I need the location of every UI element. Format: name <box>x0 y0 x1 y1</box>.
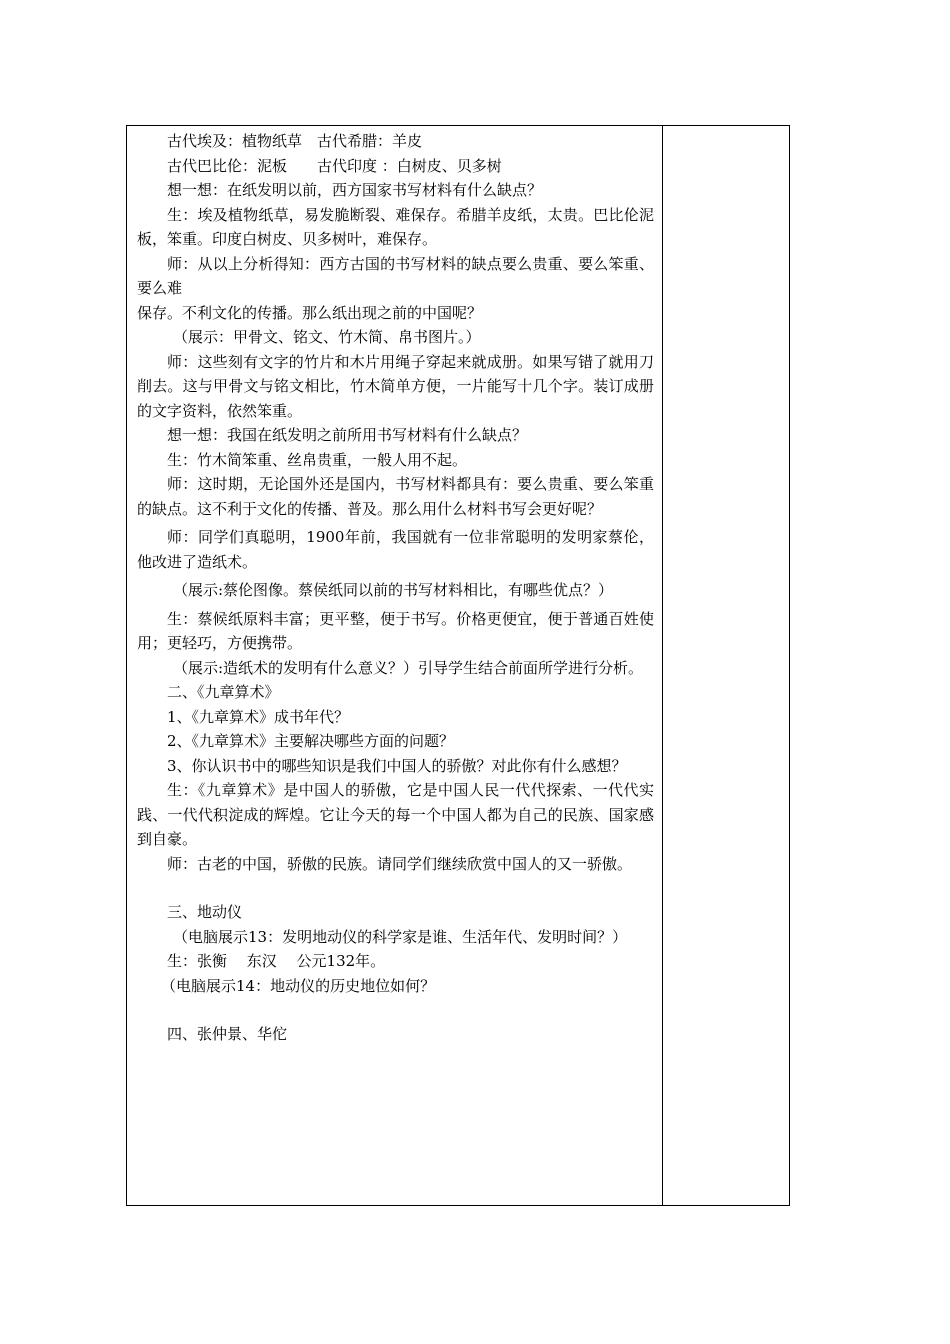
text-paragraph: （电脑展示13：发明地动仪的科学家是谁、生活年代、发明时间？） <box>173 927 628 946</box>
text-line: （电脑展示14：地动仪的历史地位如何？ <box>161 976 436 995</box>
text-paragraph: 师：古老的中国，骄傲的民族。请同学们继续欣赏中国人的又一骄傲。 <box>167 854 633 873</box>
text-line: 1、《九章算术》成书年代？ <box>167 707 350 726</box>
text-line: （展示：甲骨文、铭文、竹木简、帛书图片。） <box>173 328 481 346</box>
section-heading: 二、《九章算术》 <box>167 683 280 701</box>
text-paragraph: （展示:造纸术的发明有什么意义？）引导学生结合前面所学进行分析。 <box>173 658 644 677</box>
text-paragraph: 师：这些刻有文字的竹片和木片用绳子穿起来就成册。如果写错了就用刀削去。这与甲骨文与铭文相比，竹木简单方便，一片能写十几个字。装订成册的文字资料，依然笨重。 <box>137 352 654 420</box>
text-paragraph: 生：《九章算术》是中国人的骄傲，它是中国人民一代代探索、一代代实践、一代代积淀成的辉煌。它让今天的每一个中国人都为自己的民族、国家感到自豪。 <box>137 781 654 848</box>
text-line: 2、《九章算术》主要解决哪些方面的问题？ <box>167 732 455 750</box>
text-line: 生：张衡 东汉 公元132年。 <box>167 952 386 970</box>
section-heading: 四、张仲景、华佗 <box>167 1025 288 1043</box>
text-paragraph: 3、你认识书中的哪些知识是我们中国人的骄傲？对此你有什么感想？ <box>167 756 627 775</box>
text-line: 保存。不利文化的传播。那么纸出现之前的中国呢？ <box>137 303 483 322</box>
text-paragraph: （展示:蔡伦图像。蔡侯纸同以前的书写材料相比，有哪些优点？） <box>173 581 614 599</box>
text-line: 想一想：我国在纸发明之前所用书写材料有什么缺点？ <box>167 426 528 444</box>
text-paragraph: 生：蔡候纸原料丰富；更平整，便于书写。价格更便宜，便于普通百姓使用；更轻巧，方便携带。 <box>137 609 654 652</box>
text-line: 古代埃及：植物纸草 古代希腊：羊皮 <box>167 132 423 150</box>
text-paragraph: 师：这时期，无论国外还是国内，书写材料都具有：要么贵重、要么笨重的缺点。这不利于文化的传播、普及。那么用什么材料书写会更好呢？ <box>137 475 654 518</box>
text-line: 生：竹木简笨重、丝帛贵重，一般人用不起。 <box>167 450 468 469</box>
text-paragraph: 生：埃及植物纸草，易发脆断裂、难保存。希腊羊皮纸，太贵。巴比伦泥板，笨重。印度白树皮、贝多树叶，难保存。 <box>137 205 654 248</box>
text-paragraph: 师：同学们真聪明，1900年前，我国就有一位非常聪明的发明家蔡伦，他改进了造纸术。 <box>137 528 654 571</box>
lesson-table <box>126 125 790 1206</box>
lesson-content-cell <box>127 126 663 1205</box>
text-paragraph: 师：从以上分析得知：西方古国的书写材料的缺点要么贵重、要么笨重、要么难 <box>137 254 654 297</box>
text-line: 想一想：在纸发明以前，西方国家书写材料有什么缺点？ <box>167 181 543 199</box>
section-heading: 三、地动仪 <box>167 903 243 921</box>
notes-cell <box>663 126 789 1205</box>
text-line: 古代巴比伦：泥板 古代印度 ：白树皮、贝多树 <box>167 156 502 175</box>
